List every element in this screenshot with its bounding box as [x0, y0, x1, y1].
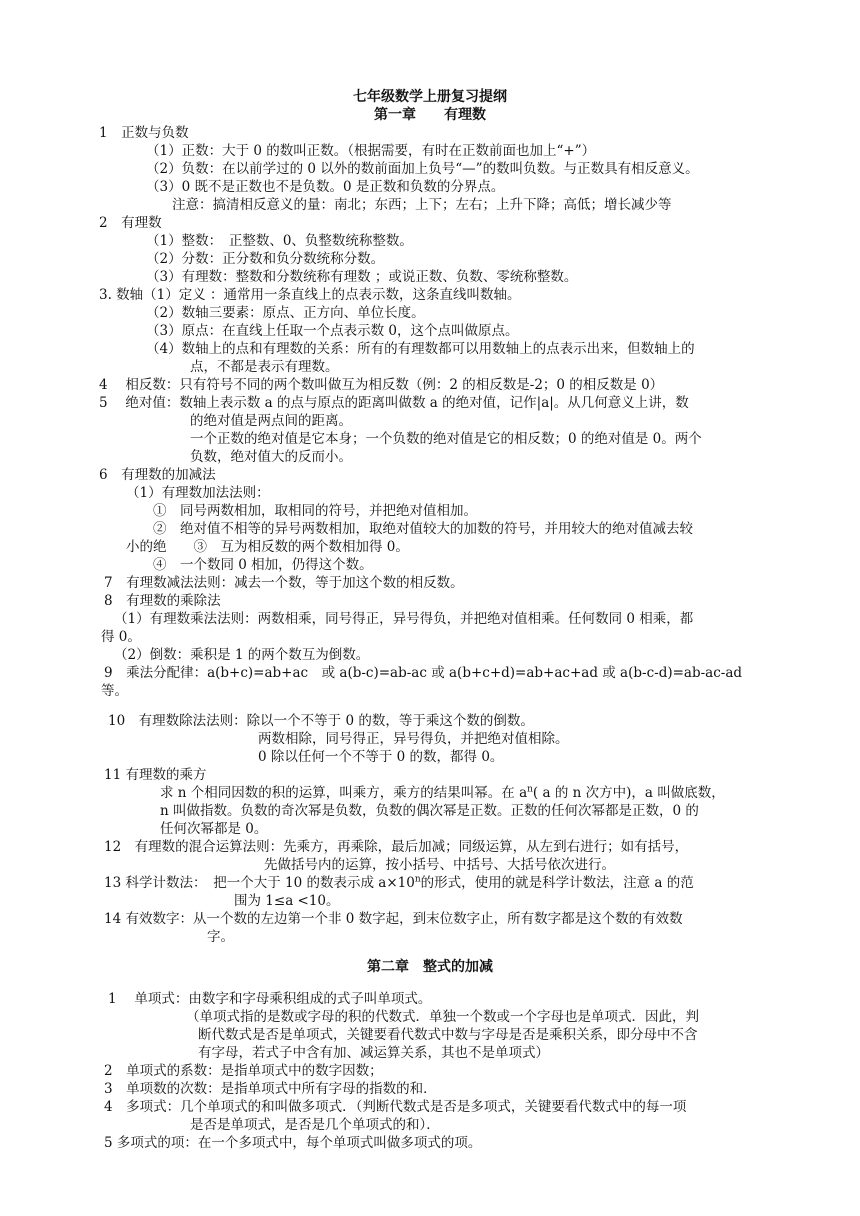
document-title: 七年级数学上册复习提纲	[353, 89, 507, 105]
reciprocal-line: （2）倒数：乘积是 1 的两个数互为倒数。	[114, 647, 370, 663]
rational-line: （3）有理数：整数和分数统称有理数 ；或说正数、负数、零统称整数。	[146, 269, 578, 285]
addition-rule-heading: （1）有理数加法法则：	[126, 485, 270, 501]
division-rule-3: 0 除以任何一个不等于 0 的数，都得 0。	[258, 749, 504, 765]
positive-number-line: （1）正数：大于 0 的数叫正数。（根据需要，有时在正数前面也加上“+”）	[146, 143, 596, 159]
multiplication-rule: （1）有理数乘法法则：两数相乘，同号得正，异号得负，并把绝对值相乘。任何数同 0 相乘，都	[114, 611, 694, 627]
origin-line: （3）原点：在直线上任取一个点表示数 0，这个点叫做原点。	[146, 323, 519, 339]
addition-rule-2-cont: 小的绝 ③ 互为相反数的两个数相加得 0。	[126, 539, 409, 555]
absolute-value-line: 5 绝对值：数轴上表示数 a 的点与原点的距离叫做数 a 的绝对值，记作|a|。从几何意义上讲，数	[99, 395, 689, 411]
monomial-note-3: 有字母，若式子中含有加、减运算关系，其也不是单项式）	[198, 1045, 549, 1061]
fraction-line: （2）分数：正分数和负分数统称分数。	[146, 251, 385, 267]
monomial-degree: 3 单项数的次数：是指单项式中所有字母的指数的和．	[104, 1081, 437, 1097]
division-rule: 10 有理数除法法则：除以一个不等于 0 的数，等于乘这个数的倒数。	[108, 713, 534, 729]
section-2-heading: 2 有理数	[99, 215, 162, 231]
polynomial-term: 5 多项式的项：在一个多项式中，每个单项式叫做多项式的项。	[104, 1135, 482, 1151]
section-6-heading: 6 有理数的加减法	[99, 467, 216, 483]
addition-rule-1: ① 同号两数相加，取相同的符号，并把绝对值相加。	[153, 503, 477, 519]
distributive-law-cont: 等。	[101, 683, 128, 699]
note-line: 注意：搞清相反意义的量：南北；东西；上下；左右；上升下降；高低；增长减少等	[172, 197, 672, 213]
opposite-number-line: 4 相反数：只有符号不同的两个数叫做互为相反数（例：2 的相反数是-2；0 的相反数是 0）	[99, 377, 664, 393]
scientific-notation-cont: 围为 1≤a <10。	[234, 893, 340, 909]
distributive-law: 9 乘法分配律：a(b+c)=ab+ac 或 a(b-c)=ab-ac 或 a(b+c+d)=ab+ac+ad 或 a(b-c-d)=ab-ac-ad	[104, 665, 743, 681]
number-axis-definition: 3. 数轴（1）定义 ：通常用一条直线上的点表示数，这条直线叫数轴。	[99, 287, 521, 303]
axis-relation-line: （4）数轴上的点和有理数的关系：所有的有理数都可以用数轴上的点表示出来，但数轴上的	[146, 341, 695, 357]
addition-rule-2: ② 绝对值不相等的异号两数相加，取绝对值较大的加数的符号，并用较大的绝对值减去较	[153, 521, 693, 537]
section-1-heading: 1 正数与负数	[99, 125, 189, 141]
chapter-1-title: 第一章 有理数	[374, 107, 486, 123]
subtraction-rule: 7 有理数减法法则：减去一个数，等于加这个数的相反数。	[104, 575, 464, 591]
polynomial-definition-cont: 是否是单项式，是否是几个单项式的和）．	[190, 1117, 440, 1133]
power-rule-cont: 任何次幂都是 0。	[160, 821, 268, 837]
section-11-heading: 11 有理数的乘方	[104, 767, 207, 783]
absolute-value-rule: 一个正数的绝对值是它本身；一个负数的绝对值是它的相反数；0 的绝对值是 0。两个	[190, 431, 702, 447]
mixed-operation-rule: 12 有理数的混合运算法则：先乘方，再乘除，最后加减；同级运算，从左到右进行；如有括号，	[104, 839, 689, 855]
addition-rule-4: ④ 一个数同 0 相加，仍得这个数。	[153, 557, 373, 573]
integer-line: （1）整数： 正整数、0、负整数统称整数。	[146, 233, 413, 249]
negative-number-line: （2）负数：在以前学过的 0 以外的数前面加上负号“—”的数叫负数。与正数具有相反意义。	[146, 161, 699, 177]
monomial-coefficient: 2 单项式的系数：是指单项式中的数字因数；	[104, 1063, 383, 1079]
zero-line: （3）0 既不是正数也不是负数。0 是正数和负数的分界点。	[146, 179, 505, 195]
chapter-2-title: 第二章 整式的加减	[367, 959, 493, 975]
polynomial-definition: 4 多项式：几个单项式的和叫做多项式．（判断代数式是否是多项式，关键要看代数式中的每一项	[104, 1099, 687, 1115]
section-8-heading: 8 有理数的乘除法	[104, 593, 221, 609]
significant-figures: 14 有效数字：从一个数的左边第一个非 0 数字起，到末位数字止，所有数字都是这个数的有效数	[104, 911, 683, 927]
number-axis-elements: （2）数轴三要素：原点、正方向、单位长度。	[146, 305, 425, 321]
monomial-note: （单项式指的是数或字母的积的代数式．单独一个数或一个字母也是单项式．因此，判	[186, 1009, 699, 1025]
mixed-operation-rule-cont: 先做括号内的运算，按小括号、中括号、大括号依次进行。	[264, 857, 615, 873]
monomial-definition: 1 单项式：由数字和字母乘积组成的式子叫单项式。	[108, 991, 432, 1007]
monomial-note-2: 断代数式是否是单项式，关键要看代数式中数与字母是否是乘积关系，即分母中不含	[198, 1027, 698, 1043]
significant-figures-cont: 字。	[207, 929, 234, 945]
scientific-notation: 13 科学计数法： 把一个大于 10 的数表示成 $a\times 10^n$的形式，使用的就是科学计数法，注意 a 的范	[104, 874, 694, 891]
power-rule: n 叫做指数。负数的奇次幂是负数，负数的偶次幂是正数。正数的任何次幂都是正数，0 的	[160, 803, 699, 819]
power-definition: 求 n 个相同因数的积的运算，叫乘方，乘方的结果叫幂。在 $a^n$( a 的 n 次方中)，a 叫做底数，	[160, 784, 725, 801]
absolute-value-rule-cont: 负数，绝对值大的反而小。	[190, 449, 352, 465]
axis-relation-cont: 点，不都是表示有理数。	[190, 359, 339, 375]
division-rule-2: 两数相除，同号得正，异号得负，并把绝对值相除。	[258, 731, 569, 747]
absolute-value-cont: 的绝对值是两点间的距离。	[190, 413, 352, 429]
multiplication-rule-cont: 得 0。	[101, 629, 141, 645]
